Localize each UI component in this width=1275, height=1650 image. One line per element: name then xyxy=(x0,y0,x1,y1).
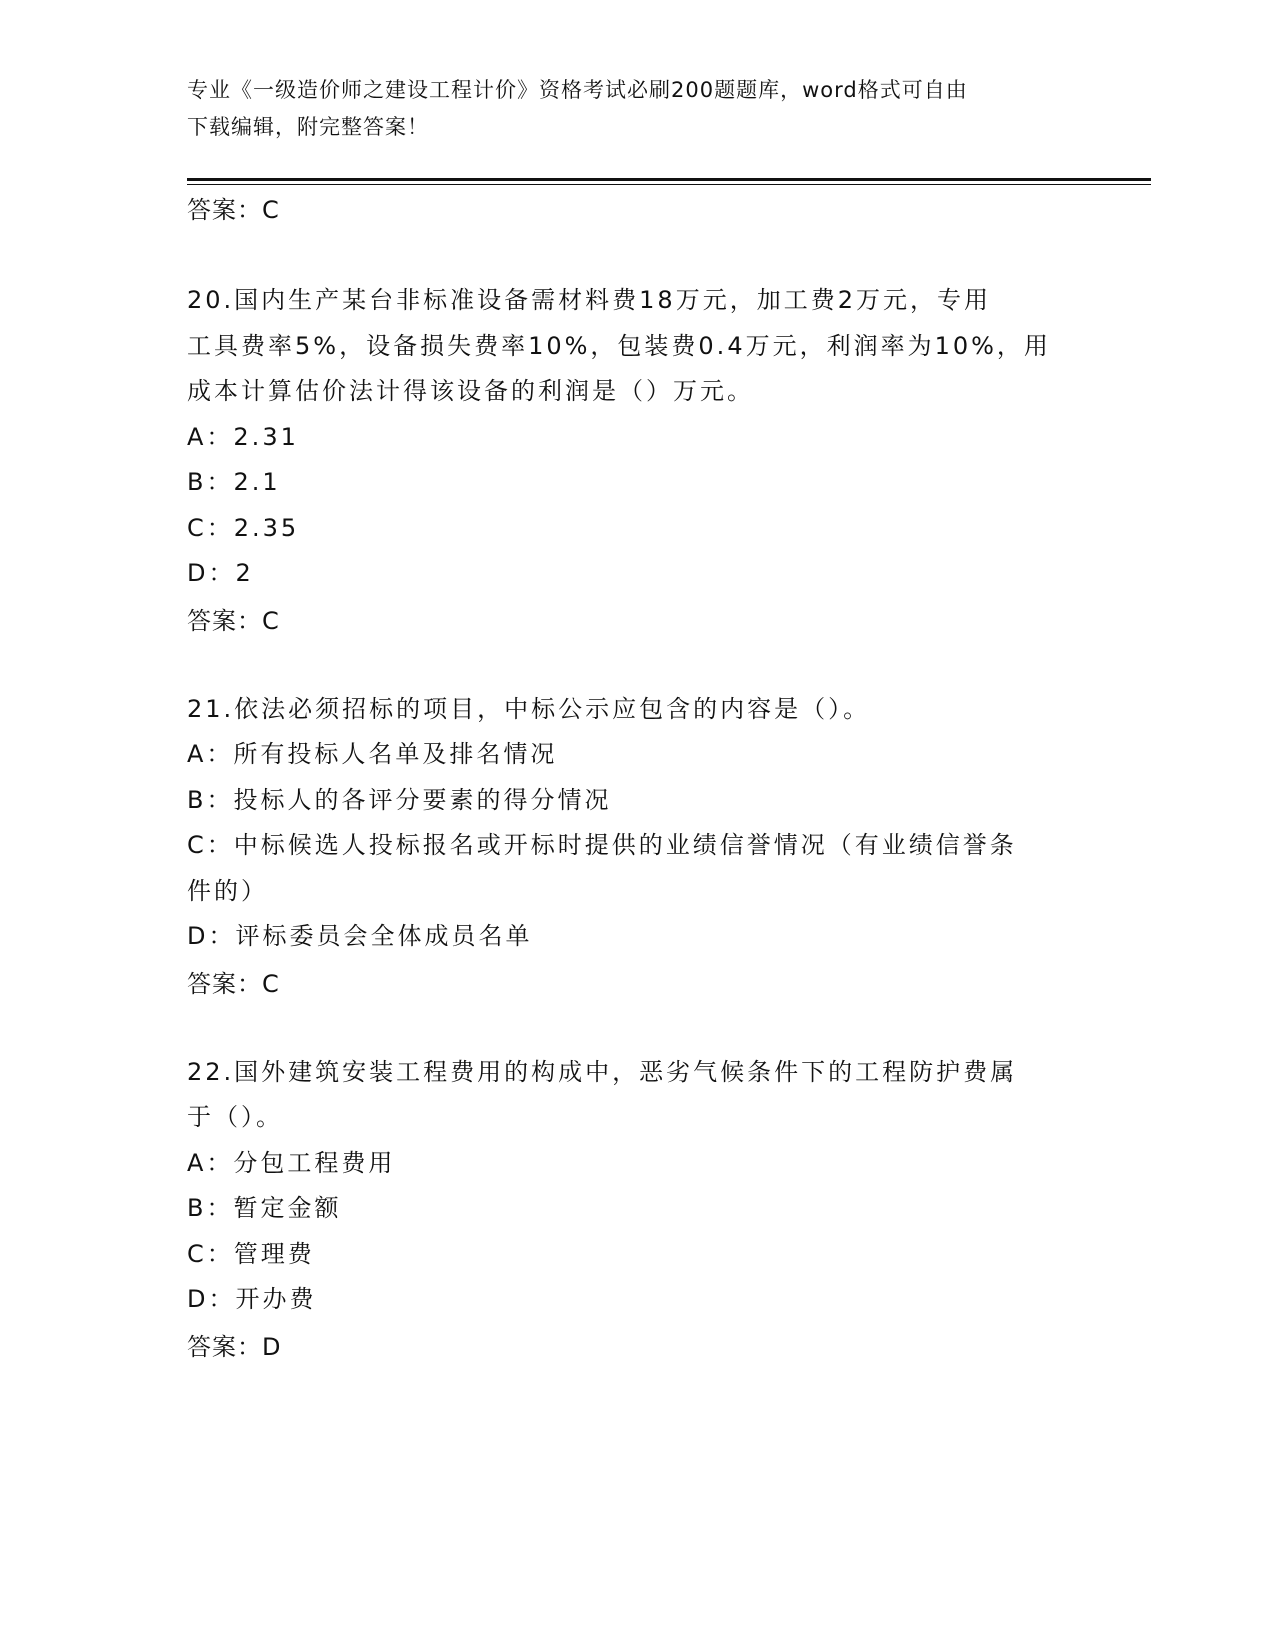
option-b xyxy=(187,1186,1087,1232)
option-c xyxy=(187,506,1087,552)
option-b xyxy=(187,778,1087,824)
question-22 xyxy=(187,1050,1087,1371)
option-text: A：所有投标人名单及排名情况 xyxy=(187,740,558,768)
question-stem-line: 22.国外建筑安装工程费用的构成中，恶劣气候条件下的工程防护费属 xyxy=(187,1057,1018,1086)
option-text: C：管理费 xyxy=(187,1239,315,1268)
header-divider-thin xyxy=(187,184,1151,185)
question-stem-line: 成本计算估价法计得该设备的利润是（）万元。 xyxy=(187,377,754,405)
question-20 xyxy=(187,278,1087,645)
header-divider-thick xyxy=(187,178,1151,181)
option-text: D：2 xyxy=(187,559,254,587)
option-c xyxy=(187,823,1087,914)
question-stem xyxy=(187,687,1087,733)
option-text: C：中标候选人投标报名或开标时提供的业绩信誉情况（有业绩信誉条 xyxy=(187,831,1017,859)
option-text: A：2.31 xyxy=(187,422,299,451)
header-line-1: 专业《一级造价师之建设工程计价》资格考试必刷200题题库，word格式可自由 xyxy=(187,78,968,102)
option-a xyxy=(187,1141,1087,1187)
option-text: B：2.1 xyxy=(187,468,281,496)
question-stem-line: 于（）。 xyxy=(187,1103,283,1131)
option-d xyxy=(187,551,1087,597)
spacer xyxy=(187,645,1087,687)
option-c xyxy=(187,1232,1087,1278)
question-21 xyxy=(187,687,1087,1008)
option-text: D：开办费 xyxy=(187,1285,317,1313)
spacer xyxy=(187,234,1087,278)
option-text: B：暂定金额 xyxy=(187,1194,342,1222)
question-stem-line: 工具费率5%，设备损失费率10%，包装费0.4万元，利润率为10%，用 xyxy=(187,331,1051,360)
answer-line: 答案：C xyxy=(187,606,280,635)
option-d xyxy=(187,914,1087,960)
header-line-2: 下载编辑，附完整答案！ xyxy=(187,115,429,139)
option-a xyxy=(187,732,1087,778)
option-a xyxy=(187,415,1087,461)
question-stem xyxy=(187,1050,1087,1141)
option-text: C：2.35 xyxy=(187,513,300,542)
answer-line: 答案：C xyxy=(187,969,280,998)
option-text: B：投标人的各评分要素的得分情况 xyxy=(187,785,612,814)
question-stem-line: 20.国内生产某台非标准设备需材料费18万元，加工费2万元，专用 xyxy=(187,286,991,314)
option-text: 件的） xyxy=(187,876,268,905)
option-text: A：分包工程费用 xyxy=(187,1148,396,1177)
option-d xyxy=(187,1277,1087,1323)
page-header xyxy=(187,72,1087,146)
option-b xyxy=(187,460,1087,506)
question-list xyxy=(187,186,1087,1371)
question-stem xyxy=(187,278,1087,415)
previous-answer: 答案：C xyxy=(187,196,280,224)
spacer xyxy=(187,1008,1087,1050)
question-stem-line: 21.依法必须招标的项目，中标公示应包含的内容是（）。 xyxy=(187,694,871,723)
answer-line: 答案：D xyxy=(187,1332,282,1361)
option-text: D：评标委员会全体成员名单 xyxy=(187,922,533,950)
